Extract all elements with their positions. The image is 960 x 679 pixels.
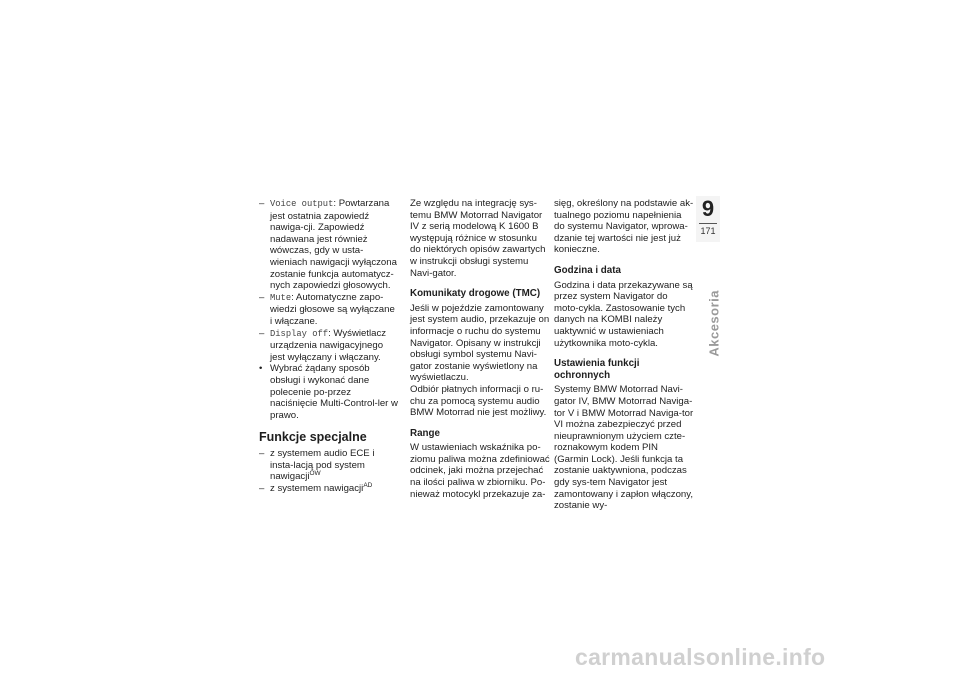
section-title-vertical: Akcesoria [706,290,722,357]
menu-code-display-off: Display off [270,328,329,339]
text-column-2 [410,198,550,500]
time-date-heading: Godzina i data [554,264,621,276]
dash-marker: – [259,291,265,303]
equipment-note-text: z systemem audio ECE i insta-lacją pod system nawigacji [270,448,375,483]
menu-code-mute: Mute [270,292,292,303]
equipment-note-2 [259,483,399,495]
equipment-note-1 [259,448,399,483]
time-date-paragraph: Godzina i data przekazywane są przez system Navigator do moto-cykla. Zastosowanie tych danych na KOMBI należy uaktywnić w ustawieniach użytkownika moto-cykla. [554,279,693,349]
dash-marker: – [259,483,265,495]
list-item-text: : Powtarzana jest ostatnia zapowiedź nawiga-cji. Zapowiedź nadawana jest również wówczas, gdy w usta-wieniach nawigacji wyłączona zostanie funkcja automatycz-nych zapowiedzi głosowych. [270,198,397,292]
equipment-code-ow: OW [309,470,321,478]
instruction-text: Wybrać żądany sposób obsługi i wykonać dane polecenie po-przez naciśnięcie Multi-Control-ler w prawo. [270,363,398,421]
chapter-number: 9 [701,196,715,221]
dash-marker: – [259,327,265,339]
range-paragraph-continued: sięg, określony na podstawie ak-tualnego poziomu napełnienia do systemu Navigator, wprowa-dzanie tej wartości nie jest już konieczne. [554,198,694,256]
menu-code-voice-output: Voice output [270,199,334,209]
section-heading: Funkcje specjalne [259,430,367,445]
list-item-mute [259,292,399,328]
bullet-marker: • [259,363,263,375]
intro-paragraph: Ze względu na integrację sys-temu BMW Motorrad Navigator IV z serią modelową K 1600 B występują różnice w stosunku do niektórych opisów zawartych w instrukcji obsługi systemu Navi-gator. [410,198,546,279]
tmc-paragraph-1: Jeśli w pojeździe zamontowany jest system audio, przekazuje on informacje o ruchu do systemu Navigator. Opisany w instrukcji obsługi symbol systemu Navi-gator zostanie wyświetlony na wyświetlaczu. [410,302,550,384]
equipment-code-ad: AD [363,482,373,490]
dash-marker: – [259,198,265,209]
chapter-divider [699,223,717,224]
list-item-display-off [259,328,399,364]
range-paragraph: W ustawieniach wskaźnika po-ziomu paliwa można zdefiniować odcinek, jaki można przejechać na ilości paliwa w zbiorniku. Po-nieważ motocykl przekazuje za- [410,442,550,500]
dash-marker: – [259,448,265,460]
tmc-paragraph-2: Odbiór płatnych informacji o ru-chu za pomocą systemu audio BMW Motorrad nie jest możliwy. [410,383,547,419]
page-number: 171 [700,226,716,236]
protection-heading: Ustawienia funkcji ochronnych [554,358,640,381]
instruction-step [259,363,399,421]
list-item-voice-output [259,198,399,292]
watermark [575,640,945,674]
text-column-3 [554,198,694,512]
protection-paragraph: Systemy BMW Motorrad Navi-gator IV, BMW Motorrad Naviga-tor V i BMW Motorrad Naviga-tor VI można zabezpieczyć przed nieuprawnionym użyciem czte-roznakowym kodem PIN (Garmin Lock). Jeśli funkcja ta zostanie uaktywniona, podczas gdy sys-tem Navigator jest zamontowany i zapłon włączony, zostanie wy- [554,384,694,512]
range-heading: Range [410,427,440,439]
list-item-text: : Wyświetlacz urządzenia nawigacyjnego jest wyłączany i włączany. [270,327,387,363]
tmc-heading: Komunikaty drogowe (TMC) [410,288,541,300]
chapter-tab [696,196,720,242]
list-item-text: : Automatyczne zapo-wiedzi głosowe są wyłączane i włączane. [270,291,395,327]
text-column-1 [259,198,399,495]
watermark-text: carmanualsonline.info [575,643,826,670]
equipment-note-text: z systemem nawigacji [270,483,364,495]
